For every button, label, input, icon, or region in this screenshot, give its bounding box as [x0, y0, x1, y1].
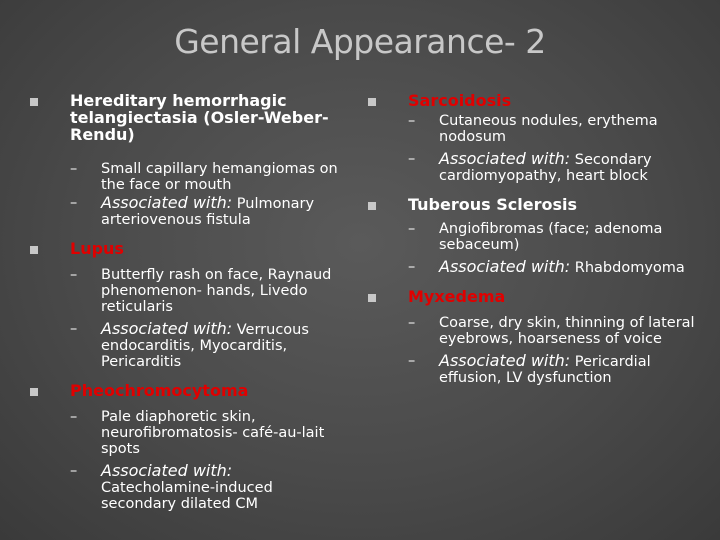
bullet-item-lupus — [30, 240, 350, 370]
sub-item: – Coarse, dry skin, thinning of lateral eyebrows, hoarseness of voice — [408, 315, 695, 347]
sub-item: – Associated with: Pulmonary arteriovenous fistula — [70, 193, 315, 228]
square-bullet-icon — [30, 98, 38, 106]
bullet-item-pheochromocytoma — [30, 382, 350, 512]
right-column — [368, 92, 698, 386]
sub-item: – Associated with: Pericardial effusion, LV dysfunction — [408, 351, 651, 386]
square-bullet-icon — [368, 98, 376, 106]
item-heading: Pheochromocytoma — [70, 381, 249, 400]
sub-item: – Associated with: Verrucous endocarditis, Myocarditis, Pericarditis — [70, 319, 309, 370]
left-column — [30, 92, 350, 512]
sub-item: – Associated with: Catecholamine-induced secondary dilated CM — [70, 461, 273, 512]
square-bullet-icon — [30, 246, 38, 254]
item-heading: Hereditary hemorrhagic telangiectasia (Osler-Weber-Rendu) — [70, 91, 329, 144]
sub-item: – Associated with: Secondary cardiomyopathy, heart block — [408, 149, 652, 184]
square-bullet-icon — [368, 294, 376, 302]
sub-item: – Cutaneous nodules, erythema nodosum — [408, 113, 658, 145]
sub-item: – Pale diaphoretic skin, neurofibromatosis- café-au-lait spots — [70, 409, 325, 457]
item-heading: Sarcoidosis — [408, 91, 512, 110]
item-heading: Lupus — [70, 239, 124, 258]
item-heading: Tuberous Sclerosis — [408, 195, 577, 214]
sub-item: – Small capillary hemangiomas on the face or mouth — [70, 161, 338, 193]
bullet-item-hht — [30, 92, 350, 228]
item-heading: Myxedema — [408, 287, 506, 306]
sub-item: – Associated with: Rhabdomyoma — [408, 257, 685, 276]
sub-item: – Angiofibromas (face; adenoma sebaceum) — [408, 221, 663, 253]
bullet-item-sarcoidosis — [368, 92, 698, 184]
sub-item: – Butterfly rash on face, Raynaud phenomenon- hands, Livedo reticularis — [70, 267, 332, 315]
square-bullet-icon — [30, 388, 38, 396]
bullet-item-myxedema — [368, 288, 698, 386]
bullet-item-tuberous-sclerosis — [368, 196, 698, 276]
slide-title: General Appearance- 2 — [174, 22, 546, 61]
square-bullet-icon — [368, 202, 376, 210]
